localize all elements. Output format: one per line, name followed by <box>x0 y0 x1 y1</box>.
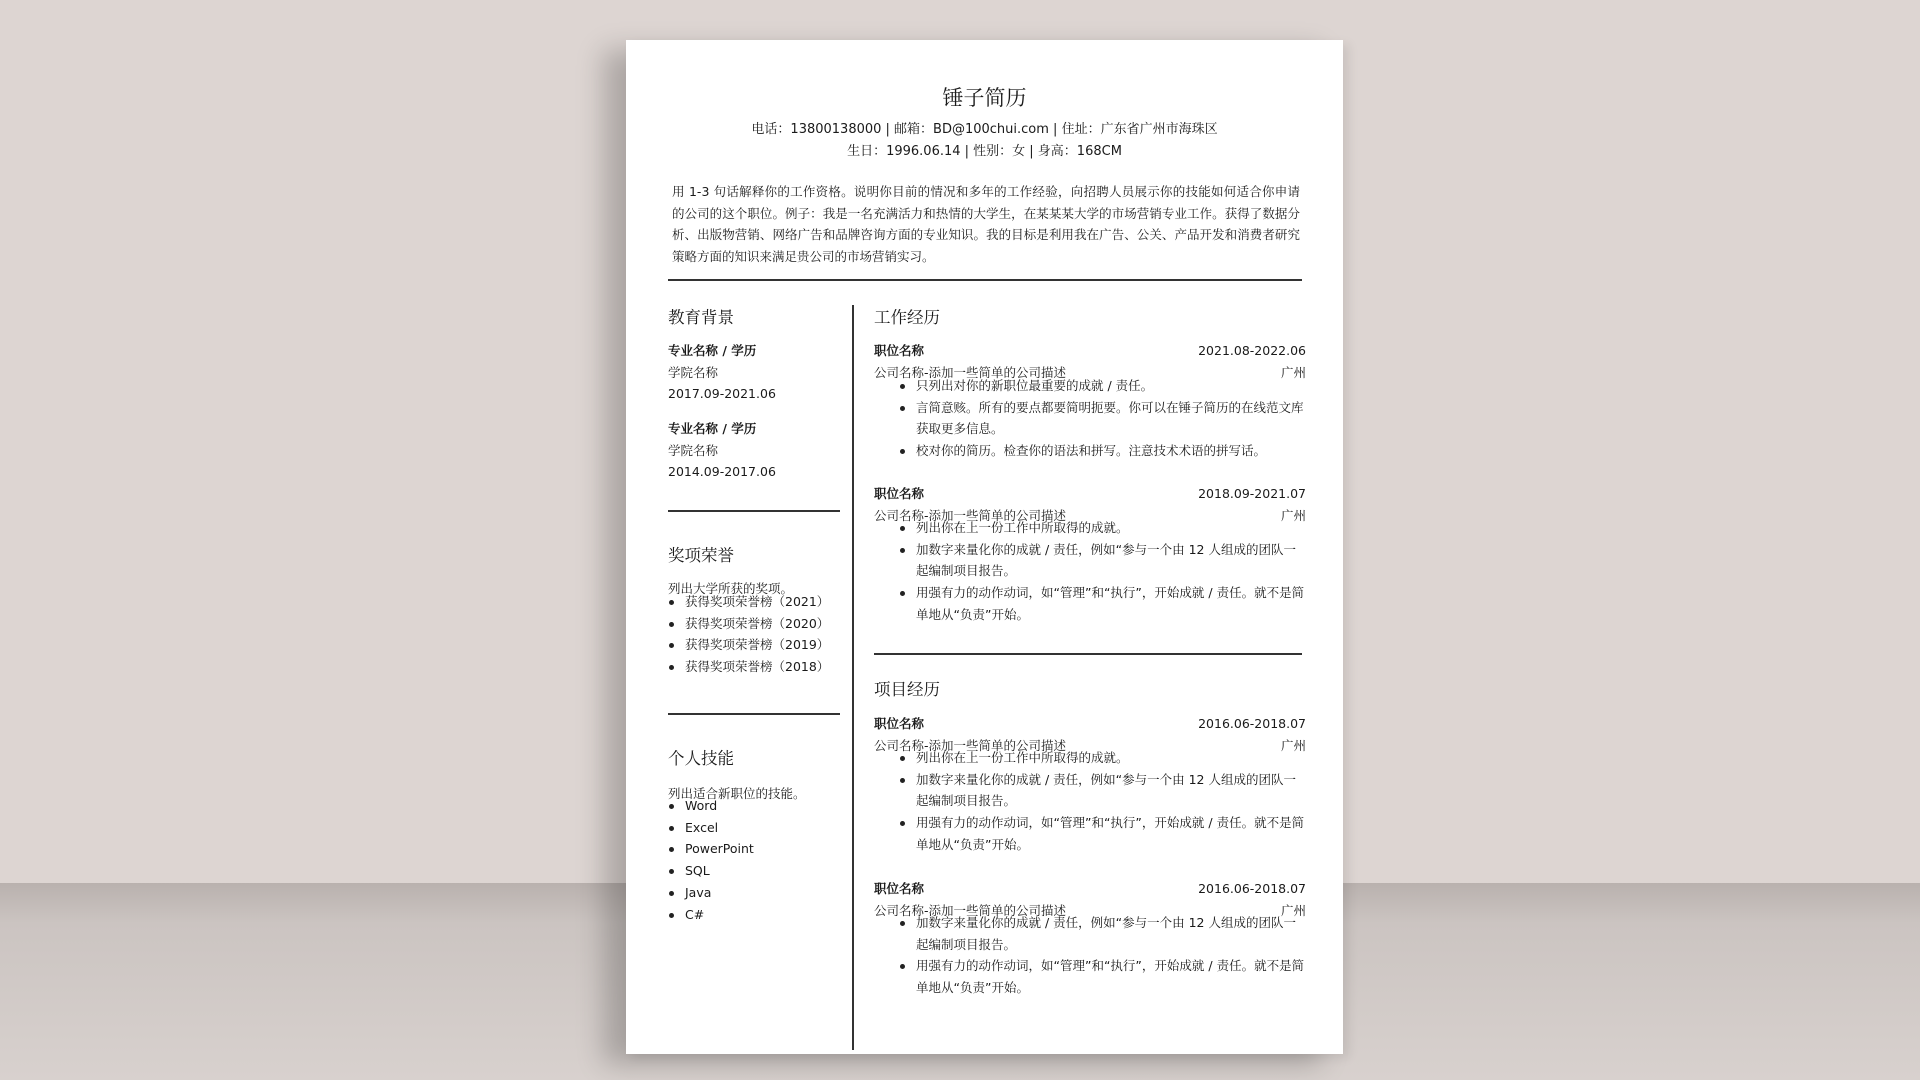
awards-divider <box>668 713 840 715</box>
list-item: 加数字来量化你的成就 / 责任，例如“参与一个由 12 人组成的团队一起编制项目报告。 <box>916 912 1306 955</box>
work-divider <box>874 653 1302 655</box>
education-period: 2014.09-2017.06 <box>668 464 776 479</box>
work-company: 公司名称-添加一些简单的公司描述 <box>874 365 1067 380</box>
work-position: 职位名称 <box>874 486 925 501</box>
list-item: 用强有力的动作动词，如“管理”和“执行”，开始成就 / 责任。就不是简单地从“负责”开始。 <box>916 955 1306 998</box>
skills-list <box>668 795 848 925</box>
skills-intro: 列出适合新职位的技能。 <box>668 786 806 801</box>
project-position: 职位名称 <box>874 881 925 896</box>
list-item: Word <box>668 795 848 817</box>
education-major: 专业名称 / 学历 <box>668 343 757 358</box>
list-item: 获得奖项荣誉榜（2018） <box>668 656 848 678</box>
list-item: 用强有力的动作动词，如“管理”和“执行”，开始成就 / 责任。就不是简单地从“负责”开始。 <box>916 812 1306 855</box>
project-city: 广州 <box>1280 903 1306 918</box>
work-position: 职位名称 <box>874 343 925 358</box>
project-company: 公司名称-添加一些简单的公司描述 <box>874 738 1067 753</box>
projects-title: 项目经历 <box>874 680 940 699</box>
list-item: SQL <box>668 860 848 882</box>
list-item: 言简意赅。所有的要点都要简明扼要。你可以在锤子简历的在线范文库获取更多信息。 <box>916 397 1306 440</box>
list-item: 获得奖项荣誉榜（2020） <box>668 613 848 635</box>
skills-title: 个人技能 <box>668 749 734 768</box>
work-period: 2018.09-2021.07 <box>1198 486 1306 501</box>
project-bullets <box>916 747 1306 856</box>
column-divider <box>852 305 854 1050</box>
work-city: 广州 <box>1280 508 1306 523</box>
awards-title: 奖项荣誉 <box>668 546 734 565</box>
project-city: 广州 <box>1280 738 1306 753</box>
contact-line-1: 电话：13800138000 | 邮箱：BD@100chui.com | 住址：广东省广州市海珠区 <box>751 122 1218 137</box>
education-major: 专业名称 / 学历 <box>668 421 757 436</box>
work-bullets <box>916 517 1306 626</box>
list-item: 用强有力的动作动词，如“管理”和“执行”，开始成就 / 责任。就不是简单地从“负责”开始。 <box>916 582 1306 625</box>
education-title: 教育背景 <box>668 308 734 327</box>
list-item: Excel <box>668 817 848 839</box>
project-position: 职位名称 <box>874 716 925 731</box>
header-divider <box>668 279 1302 281</box>
list-item: 加数字来量化你的成就 / 责任，例如“参与一个由 12 人组成的团队一起编制项目报告。 <box>916 539 1306 582</box>
work-title: 工作经历 <box>874 308 940 327</box>
project-period: 2016.06-2018.07 <box>1198 716 1306 731</box>
list-item: 校对你的简历。检查你的语法和拼写。注意技术术语的拼写话。 <box>916 440 1306 462</box>
work-company: 公司名称-添加一些简单的公司描述 <box>874 508 1067 523</box>
project-bullets <box>916 912 1306 999</box>
list-item: C# <box>668 904 848 926</box>
summary-paragraph: 用 1-3 句话解释你的工作资格。说明你目前的情况和多年的工作经验，向招聘人员展示你的技能如何适合你申请的公司的这个职位。例子：我是一名充满活力和热情的大学生，在某某某大学的市场营销专业工作。获得了数据分析、出版物营销、网络广告和品牌咨询方面的专业知识。我的目标是利用我在广告、公关、产品开发和消费者研究策略方面的知识来满足贵公司的市场营销实习。 <box>672 184 1300 264</box>
project-company: 公司名称-添加一些简单的公司描述 <box>874 903 1067 918</box>
awards-intro: 列出大学所获的奖项。 <box>668 581 794 596</box>
work-city: 广州 <box>1280 365 1306 380</box>
list-item: 列出你在上一份工作中所取得的成就。 <box>916 517 1306 539</box>
list-item: 只列出对你的新职位最重要的成就 / 责任。 <box>916 375 1306 397</box>
list-item: PowerPoint <box>668 838 848 860</box>
education-divider <box>668 510 840 512</box>
list-item: Java <box>668 882 848 904</box>
work-bullets <box>916 375 1306 462</box>
list-item: 获得奖项荣誉榜（2021） <box>668 591 848 613</box>
education-school: 学院名称 <box>668 365 719 380</box>
project-period: 2016.06-2018.07 <box>1198 881 1306 896</box>
contact-line-2: 生日：1996.06.14 | 性别：女 | 身高：168CM <box>847 144 1122 159</box>
list-item: 列出你在上一份工作中所取得的成就。 <box>916 747 1306 769</box>
education-school: 学院名称 <box>668 443 719 458</box>
education-period: 2017.09-2021.06 <box>668 386 776 401</box>
work-period: 2021.08-2022.06 <box>1198 343 1306 358</box>
list-item: 获得奖项荣誉榜（2019） <box>668 634 848 656</box>
resume-name: 锤子简历 <box>942 86 1027 110</box>
resume-page <box>626 40 1343 1054</box>
list-item: 加数字来量化你的成就 / 责任，例如“参与一个由 12 人组成的团队一起编制项目报告。 <box>916 769 1306 812</box>
awards-list <box>668 591 848 678</box>
